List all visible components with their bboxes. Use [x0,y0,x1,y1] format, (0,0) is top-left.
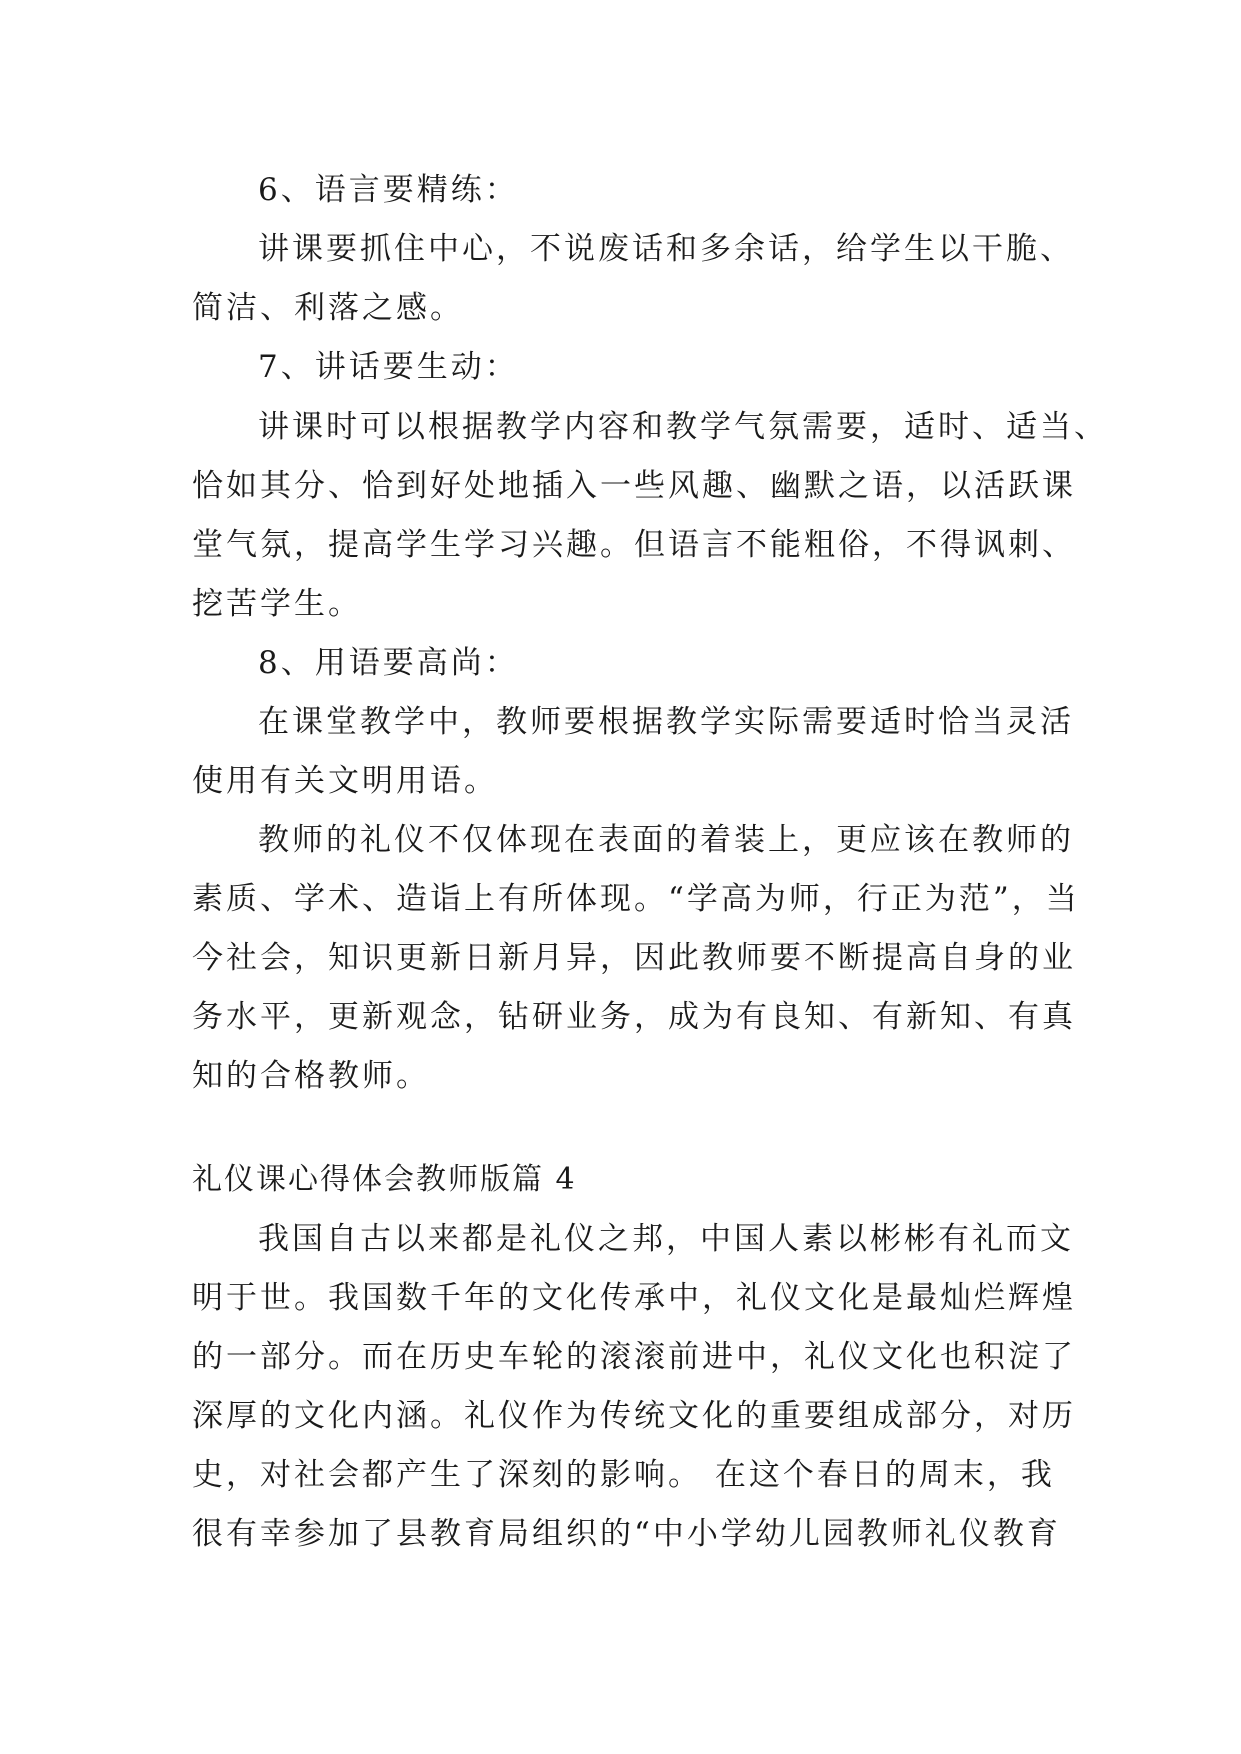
paragraph-line: 我国自古以来都是礼仪之邦，中国人素以彬彬有礼而文 [258,1221,1074,1257]
paragraph-line: 恰如其分、恰到好处地插入一些风趣、幽默之语，以活跃课 [192,468,1076,504]
paragraph-line: 深厚的文化内涵。礼仪作为传统文化的重要组成部分，对历 [192,1398,1076,1434]
paragraph-line: 挖苦学生。 [192,586,362,622]
paragraph-line: 的一部分。而在历史车轮的滚滚前进中，礼仪文化也积淀了 [192,1339,1076,1375]
paragraph-line: 讲课要抓住中心，不说废话和多余话，给学生以干脆、 [258,231,1074,267]
paragraph-line: 使用有关文明用语。 [192,763,498,799]
section-title: 礼仪课心得体会教师版篇 4 [192,1162,577,1197]
item-6-heading: 6、语言要精练： [258,172,519,208]
paragraph-line: 讲课时可以根据教学内容和教学气氛需要，适时、适当、 [258,409,1108,445]
paragraph-line: 堂气氛，提高学生学习兴趣。但语言不能粗俗，不得讽刺、 [192,527,1076,563]
paragraph-line: 在课堂教学中，教师要根据教学实际需要适时恰当灵活 [258,704,1074,740]
paragraph-line: 素质、学术、造诣上有所体现。“学高为师，行正为范”，当 [192,881,1080,917]
item-8-heading: 8、用语要高尚： [258,645,519,681]
paragraph-line: 很有幸参加了县教育局组织的“中小学幼儿园教师礼仪教育 [192,1516,1061,1552]
paragraph-line: 务水平，更新观念，钻研业务，成为有良知、有新知、有真 [192,999,1076,1035]
paragraph-line: 明于世。我国数千年的文化传承中，礼仪文化是最灿烂辉煌 [192,1280,1076,1316]
paragraph-line: 今社会，知识更新日新月异，因此教师要不断提高自身的业 [192,940,1076,976]
paragraph-line: 史，对社会都产生了深刻的影响。 在这个春日的周末，我 [192,1457,1055,1493]
paragraph-line: 教师的礼仪不仅体现在表面的着装上，更应该在教师的 [258,822,1074,858]
paragraph-line: 知的合格教师。 [192,1058,430,1094]
paragraph-line: 简洁、利落之感。 [192,290,464,326]
item-7-heading: 7、讲话要生动： [258,349,519,385]
